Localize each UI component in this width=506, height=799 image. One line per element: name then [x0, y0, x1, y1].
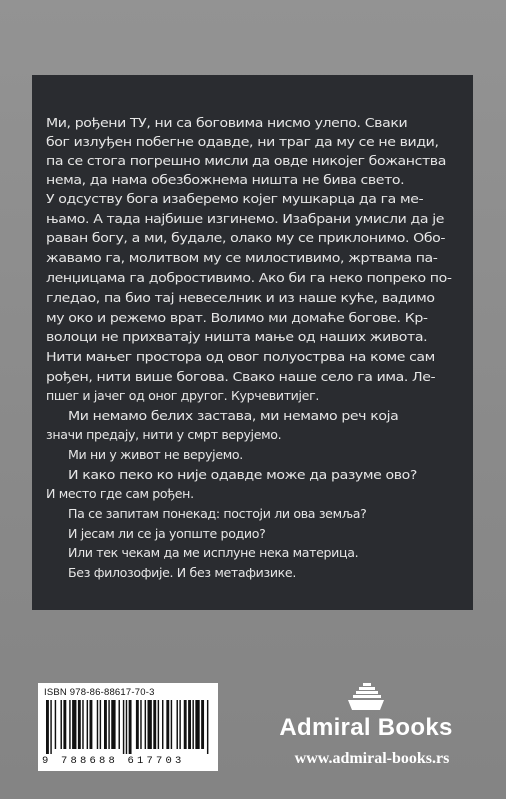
barcode-bar — [148, 700, 152, 749]
publisher-block — [258, 682, 478, 782]
blurb-line: рођен, нити више богова. Свако наше село га има. Ле- — [46, 369, 436, 384]
blurb-line: њамо. А тада најбише изгинемо. Изабрани умисли да је — [46, 211, 445, 226]
barcode-icon — [44, 700, 212, 754]
barcode-bar — [78, 700, 81, 749]
barcode-bar — [61, 700, 62, 749]
barcode-bar — [201, 700, 204, 749]
barcode-bar — [188, 700, 191, 749]
barcode-bar — [111, 700, 115, 749]
blurb-line: ленџицама га добростивимо. Ако би га неко попреко по- — [46, 270, 452, 285]
ship-logo-icon — [346, 682, 386, 714]
barcode-number: 9 788688 617703 — [42, 755, 185, 767]
blurb-line: волоци не прихватају ништа мање од наших живота. — [46, 329, 428, 344]
isbn-label: ISBN 978-86-88617-70-3 — [44, 687, 155, 698]
blurb-line: жавамо га, молитвом му се милостивимо, жртвама па- — [46, 250, 438, 265]
blurb-line: Па се запитам понекад: постоји ли ова земља? — [68, 506, 367, 521]
barcode-bar — [177, 700, 178, 749]
barcode-box — [38, 683, 218, 771]
blurb-line: Нити мањег простора од овог полуострва на коме сам — [46, 349, 435, 364]
barcode-bar — [192, 700, 193, 749]
barcode-bar — [97, 700, 98, 749]
barcode-bar — [119, 700, 120, 749]
barcode-bar — [55, 700, 56, 749]
barcode-bar — [195, 700, 199, 749]
barcode-bar — [126, 700, 127, 754]
barcode-bar — [123, 700, 124, 754]
blurb-line: Ми, рођени ТУ, ни са боговима нисмо улепо. Сваки — [46, 115, 408, 130]
barcode-bar — [69, 700, 70, 749]
barcode-bar — [63, 700, 66, 749]
barcode-bar — [166, 700, 169, 749]
barcode-bar — [104, 700, 107, 749]
blurb-line: У одсуству бога изаберемо којег мушкарца да га ме- — [46, 191, 424, 206]
barcode-bar — [162, 700, 163, 749]
barcode-bar — [100, 700, 101, 749]
blurb-line: И место где сам рођен. — [46, 486, 194, 501]
blurb-line: па се стога погрешно мисли да овде никојег божанства — [46, 153, 446, 168]
blurb-line: Без филозофије. И без метафизике. — [68, 565, 296, 580]
blurb-line: пшег и јачег од оног другог. Курчевитијег. — [46, 388, 319, 403]
blurb-line: гледао, па био тај невеселник и из наше куће, вадимо — [46, 290, 435, 305]
publisher-name: Admiral Books — [279, 714, 453, 741]
barcode-bar — [140, 700, 141, 749]
publisher-url: www.admiral-books.rs — [294, 750, 450, 767]
blurb-line: Ми ни у живот не верујемо. — [68, 447, 243, 462]
blurb-line: И како пеко ко није одавде може да разуме ово? — [68, 467, 418, 482]
barcode-bar — [108, 700, 109, 749]
blurb-line: Или тек чекам да ме исплуне нека материца. — [68, 545, 359, 560]
barcode-bar — [46, 700, 49, 754]
blurb-line: бог излуђен побегне одавде, ни траг да му се не види, — [46, 134, 439, 149]
blurb-line: Ми немамо белих застава, ми немамо реч која — [68, 408, 399, 423]
barcode-bar — [153, 700, 156, 749]
blurb-line: И јесам ли се ја уопште родио? — [68, 526, 266, 541]
barcode-bar — [50, 700, 51, 754]
barcode-bar — [136, 700, 139, 749]
barcode-bar — [179, 700, 180, 749]
barcode-bar — [72, 700, 76, 749]
barcode-bar — [145, 700, 146, 749]
barcode-bar — [158, 700, 159, 749]
barcode-bar — [184, 700, 187, 749]
barcode-bar — [90, 700, 93, 749]
blurb-panel — [32, 75, 473, 610]
blurb-text — [32, 75, 473, 610]
barcode-bar — [82, 700, 83, 749]
barcode-bar — [87, 700, 88, 749]
barcode-bar — [171, 700, 172, 749]
blurb-line: нема, да нама обезбожнема ништа не бива свето. — [46, 172, 405, 187]
blurb-line: раван богу, а ми, будале, олако му се приклонимо. Обо- — [46, 230, 446, 245]
blurb-line: значи предају, нити у смрт верујемо. — [46, 427, 282, 442]
blurb-line: му око и режемо врат. Волимо ми домаће богове. Кр- — [46, 310, 428, 325]
barcode-bar — [129, 700, 132, 754]
barcode-bar — [207, 700, 208, 754]
